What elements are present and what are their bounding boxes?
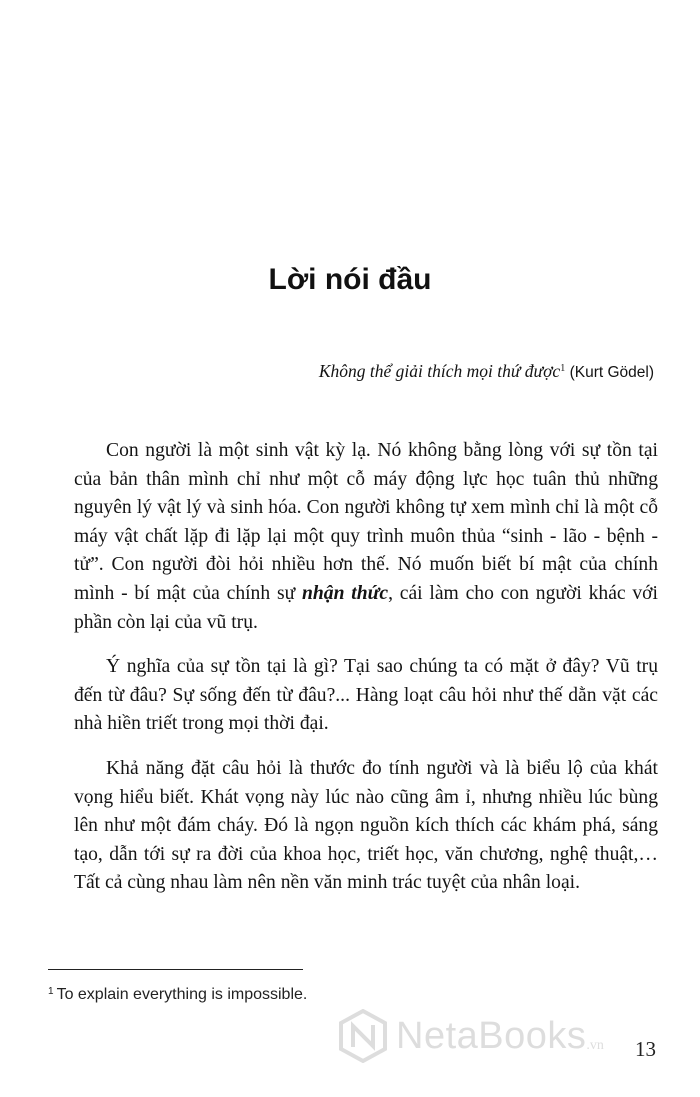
footnote (48, 986, 307, 1004)
footnote-divider (48, 969, 303, 970)
netabooks-logo-icon (338, 1009, 388, 1063)
page-number: 13 (635, 1037, 656, 1061)
paragraph-1-start: Con người là một sinh vật kỳ lạ. Nó không bằng lòng với sự tồn tại của bản thân mình chỉ như một cỗ máy động lực học tuân thủ những nguyên lý vật lý và sinh hóa. Con người không tự xem mình chỉ là một cỗ máy vật chất lặp đi lặp lại một quy trình muôn thủa “sinh - lão - bệnh - tử”. Con người đòi hỏi nhiều hơn thế. Nó muốn biết bí mật của chính mình - bí mật của chính sự (74, 440, 658, 604)
watermark-text: NetaBooks (396, 1014, 587, 1057)
epigraph (319, 361, 654, 382)
watermark-suffix: .vn (586, 1038, 604, 1053)
epigraph-author: (Kurt Gödel) (569, 364, 654, 381)
page-title: Lời nói đầu (268, 263, 432, 297)
body-text (74, 437, 658, 914)
paragraph-3: Khả năng đặt câu hỏi là thước đo tính người và là biểu lộ của khát vọng hiểu biết. Khát vọng này lúc nào cũng âm ỉ, nhưng nhiều lúc bùng lên như một đám cháy. Đó là ngọn nguồn kích thích các khám phá, sáng tạo, dẫn tới sự ra đời của khoa học, triết học, văn chương, nghệ thuật,… Tất cả cùng nhau làm nên nền văn minh trác tuyệt của nhân loại. (74, 757, 658, 894)
footnote-reference[interactable]: 1 (560, 363, 566, 374)
paragraph-2: Ý nghĩa của sự tồn tại là gì? Tại sao chúng ta có mặt ở đây? Vũ trụ đến từ đâu? Sự sống đến từ đâu?... Hàng loạt câu hỏi như thế dằn vặt các nhà hiền triết trong mọi thời đại. (74, 656, 658, 735)
footnote-number: 1 (48, 986, 54, 997)
epigraph-quote: Không thể giải thích mọi thứ được (318, 361, 561, 381)
paragraph-1-emphasis: nhận thức (302, 582, 389, 604)
paragraph-1-end: , cái làm cho con người khác với phần còn lại của vũ trụ. (74, 582, 658, 633)
paragraph-1 (74, 437, 658, 637)
footnote-text: To explain everything is impossible. (56, 986, 308, 1003)
